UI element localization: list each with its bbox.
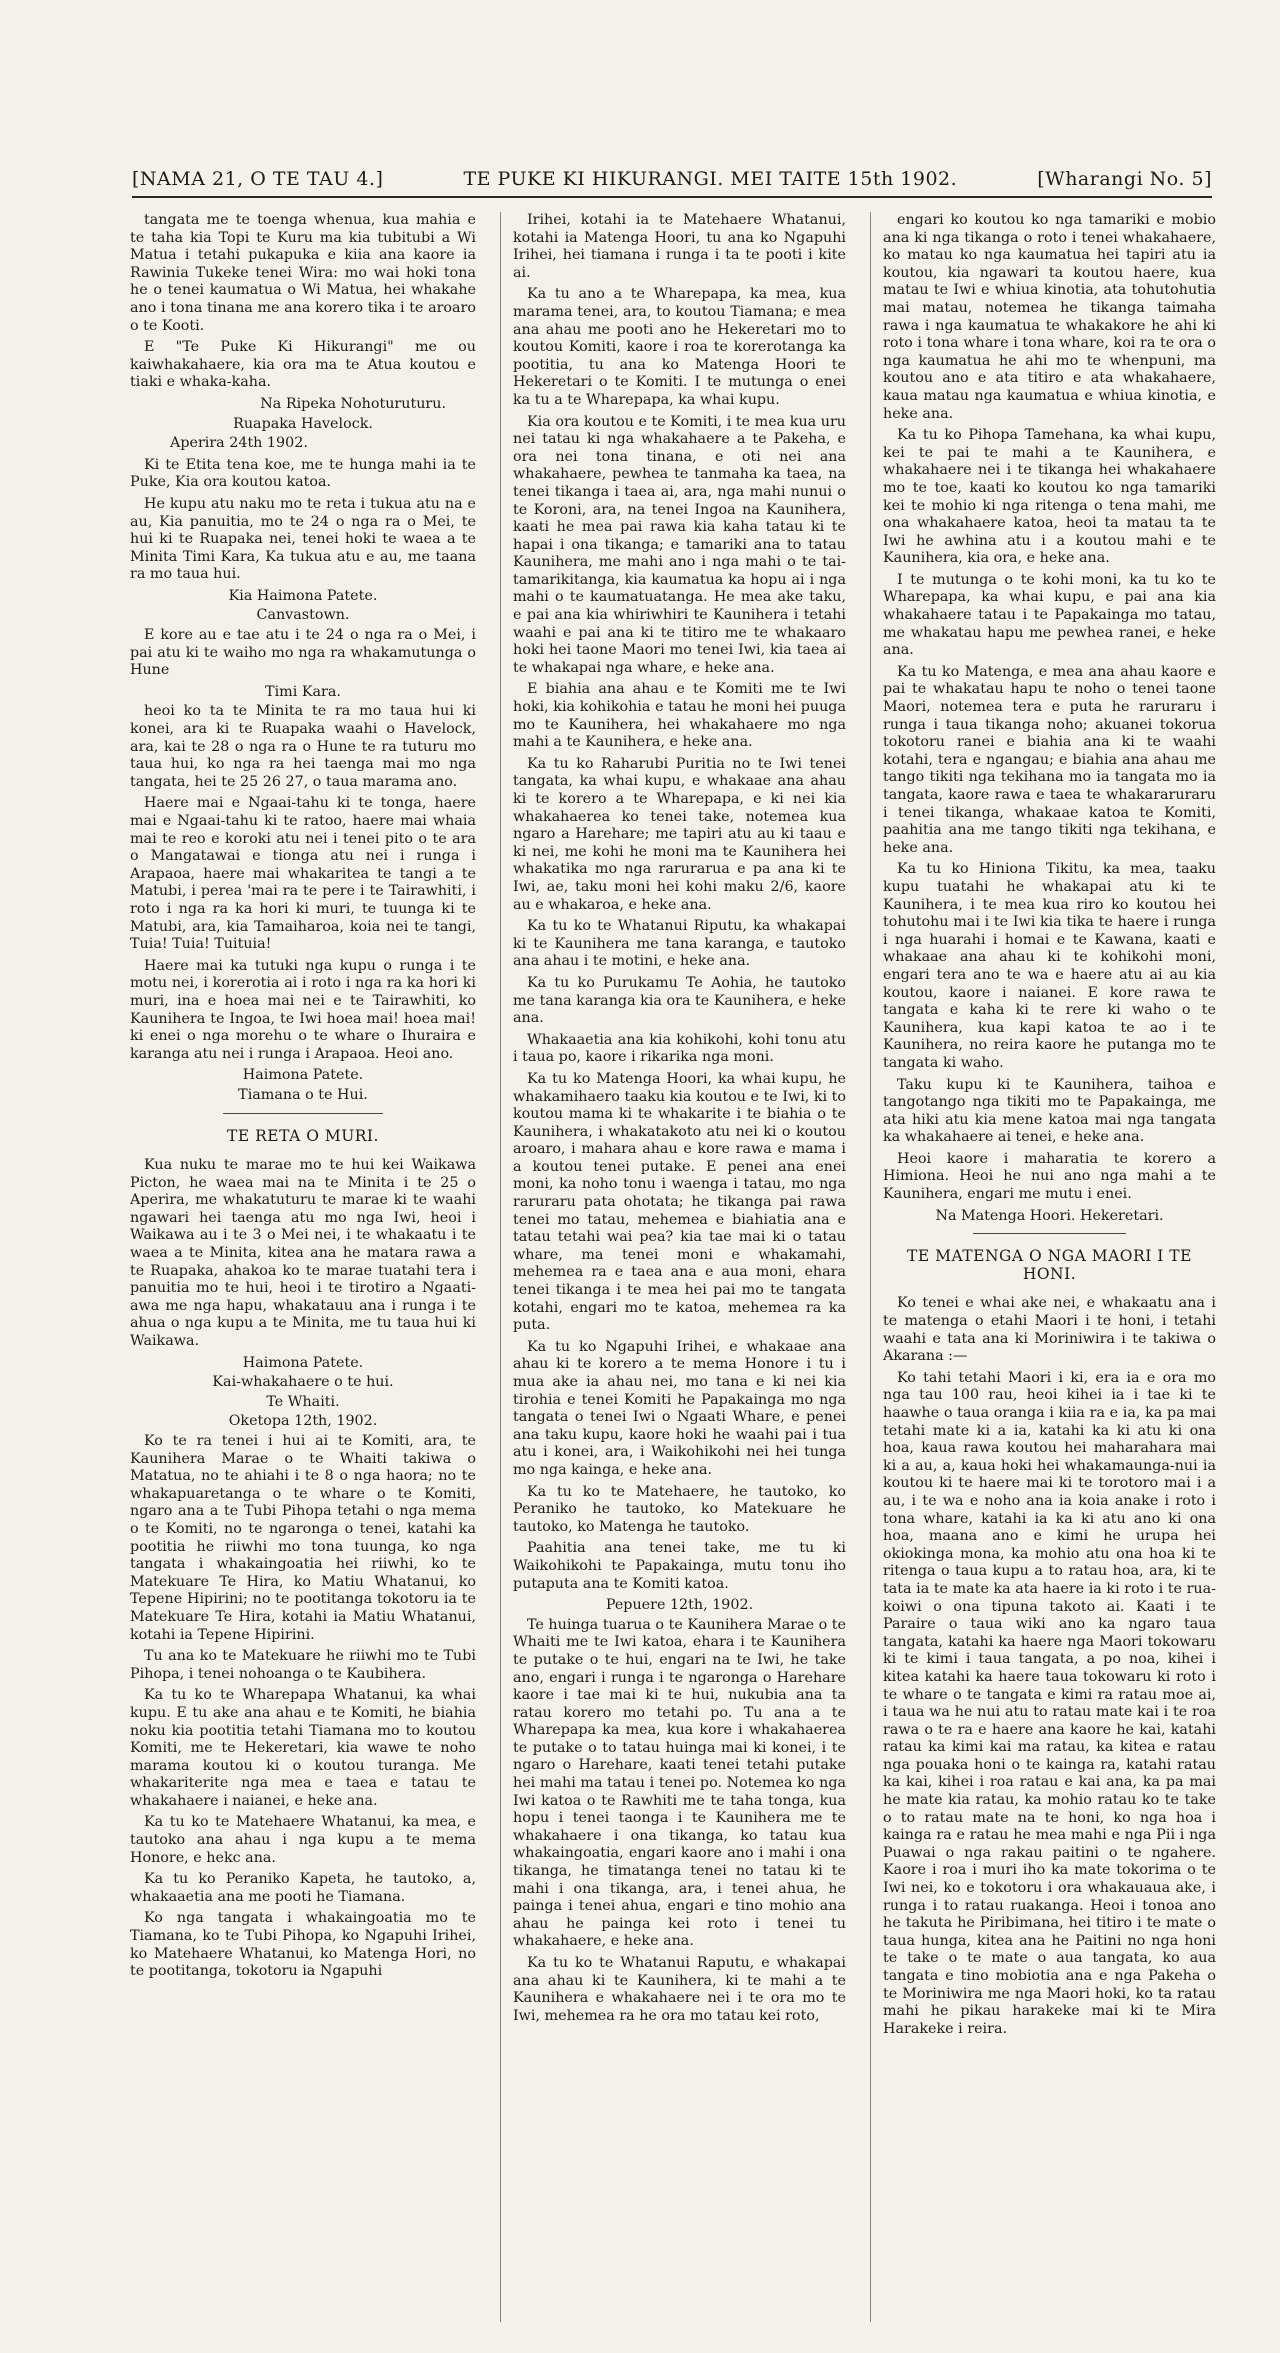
- paragraph: Kua nuku te marae mo te hui kei Waikawa Picton, he waea mai na te Minita i te 25 o Aperira, me whakatuturu te marae ki te waahi ngawari hei taenga atu mo nga Iwi, heoi i Waikawa au i te 3 o Mei nei, i te whakaatu i te waea a te Minita, kitea ana he matara rawa a te Ruapaka, ahakoa ko te marae tuatahi tera i panuitia mo te hui, heoi i te tirotiro a Ngaati-awa me nga hapu, whakatauu ana i runga i te ahua o nga kupu a te Minita, me tu taua hui ki Waikawa.: [130, 1157, 476, 1350]
- page-header: [132, 168, 1212, 198]
- paragraph: Tu ana ko te Matekuare he riiwhi mo te Tubi Pihopa, i tenei nohoanga o te Kaubihera.: [130, 1648, 476, 1682]
- place-line: Canvastown.: [256, 607, 350, 624]
- divider: [973, 1233, 1126, 1234]
- paragraph: Ka tu ko Ngapuhi Irihei, e whakaae ana ahau ki te korero a te mema Honore i tu i mua ake ia ahau nei, mo tana e ki nei kia tirohia e tenei Komiti he Papakainga mo nga tangata o tenei Iwi o Ngaati Whare, e penei ana taku kupu, kaore hoki he waahi pai i tua atu i konei, ara, i Waikohikohi nei hei tunga mo nga kainga, e heke ana.: [513, 1338, 846, 1478]
- paragraph: I te mutunga o te kohi moni, ka tu ko te Wharepapa, ka whai kupu, e pai ana kia whakahaere tatau i te Papakainga mo tatau, me whakatau hapu me pewhea ranei, e heke ana.: [883, 571, 1216, 659]
- paragraph: E biahia ana ahau e te Komiti me te Iwi hoki, kia kohikohia e tatau he moni hei puuga mo te Kaunihera, hei whakahaere mo nga mahi a te Kaunihera, e heke ana.: [513, 681, 846, 751]
- paragraph: tangata me te toenga whenua, kua mahia e te taha kia Topi te Kuru ma kia tubitubi a Wi Matua i tetahi pukapuka e kiia ana kaore ia Rawinia Tukeke tenei Wira: mo wai hoki tona he o tenei kaumatua o Wi Matua, hei whakahe ano i tona tinana me ana korero tika i te aroaro o te Kooti.: [130, 212, 476, 334]
- paragraph: Ka tu ko Raharubi Puritia no te Iwi tenei tangata, ka whai kupu, e whakaae ana ahau ki te korero a te Wharepapa, e ki nei kia whakahaerea ko tenei take, notemea kua ngaro a Harehare; me tapiri atu au ki taau e ki nei, me kohi he moni ma te Kaunihera hei whakatika mo nga rarurarua e pa ana ki te Iwi, ae, taku moni hei kohi maku 2/6, kaore au e whakaroa, e heke ana.: [513, 755, 846, 913]
- place-line: Ruapaka Havelock.: [233, 415, 373, 432]
- paragraph: Ko te ra tenei i hui ai te Komiti, ara, te Kaunihera Marae o te Whaiti takiwa o Matatua, no te ahiahi i te 8 o nga haora; no te whakapuaretanga o te whare o te Komiti, ngaro ana a te Tubi Pihopa tetahi o nga mema o te Komiti, no te ngaronga o tenei, katahi ka pootitia he riiwhi mo tona tuunga, ko nga tangata i whakaingoatia hei riiwhi, ko te Matekuare Te Hira, ko Matiu Whatanui, ko Tepene Hipirini; no te pootitanga tokotoru ia te Matekuare Te Hira, kotahi ia Matiu Whatanui, kotahi ia Tepene Hipirini.: [130, 1433, 476, 1643]
- text-columns: [130, 212, 1216, 2322]
- section-title: TE RETA O MURI.: [227, 1126, 379, 1145]
- divider: [223, 1113, 382, 1114]
- paragraph: heoi ko ta te Minita te ra mo taua hui ki konei, ara ki te Ruapaka waahi o Havelock, ara, kai te 28 o nga ra o Hune te ra tuturu mo taua hui, ko nga ra hei taenga mai mo nga tangata, hei te 25 26 27, o taua marama ano.: [130, 703, 476, 790]
- column-2: [500, 212, 846, 2322]
- paragraph: E "Te Puke Ki Hikurangi" me ou kaiwhakahaere, kia ora ma te Atua koutou e tiaki e whaka-kaha.: [130, 339, 476, 391]
- signature: Haimona Patete.: [242, 1067, 364, 1084]
- date-line: Aperira 24th 1902.: [170, 435, 308, 452]
- paragraph: Ka tu ko Pihopa Tamehana, ka whai kupu, kei te pai te mahi a te Kaunihera, e whakahaere nei i te tikanga hei whakahaere mo te toe, kaati ko koutou ko nga tamariki kei te mohio ki nga ritenga o tena mahi, me ona whakahaere katoa, heoi ta matau ta te Iwi he awhina atu i a koutou mahi e te Kaunihera, kia ora, e heke ana.: [883, 427, 1216, 567]
- paragraph: Ka tu ano a te Wharepapa, ka mea, kua marama tenei, ara, to koutou Tiamana; e mea ana ahau me pooti ano he Hekeretari mo to koutou Komiti, kaore i roa te korerotanga ka pootitia, tu ana ko Matenga Hoori te Hekeretari o te Komiti. I te mutunga o enei ka tu a te Wharepapa, ka whai kupu.: [513, 286, 846, 408]
- paragraph: Ka tu ko te Whatanui Riputu, ka whakapai ki te Kaunihera me tana karanga, e tautoko ana ahau i te motini, e heke ana.: [513, 918, 846, 970]
- paragraph: Haere mai e Ngaai-tahu ki te tonga, haere mai e Ngaai-tahu ki te ratoo, haere mai whaia mai te reo e koroki atu nei i tenei pito o te ara o Mangatawai e tionga atu nei i runga i Arapaoa, haere mai whakaritea te tangi a te Matubi, i perea 'mai ra te pere i te Tairawhiti, i roto i nga ra ka hori ki muri, te tuunga ki te Matubi, ara, kia Tamaiharoa, koia nei te tangi, Tuia! Tuia! Tuituia!: [130, 795, 476, 953]
- paragraph: Ka tu ko te Matehaere Whatanui, ka mea, e tautoko ana ahau i nga kupu a te mema Honore, e hekc ana.: [130, 1814, 476, 1866]
- paragraph: Ka tu ko Purukamu Te Aohia, he tautoko me tana karanga kia ora te Kaunihera, e heke ana.: [513, 974, 846, 1027]
- paragraph: Te huinga tuarua o te Kaunihera Marae o te Whaiti me te Iwi katoa, ehara i te Kaunihera te putake o te hui, engari na te Iwi, he take ano, engari i runga i te ngaronga o Harehare kaore i tae mai ki te hui, nukubia ana ta ratau korero mo tetahi po. Tu ana a te Wharepapa ka mea, kua kore i whakahaerea te putake o to tatau huinga mai ki konei, i te ngaro o Harehare, kaati tenei tetahi putake hei mahi ma tatau i tenei po. Notemea ko nga Iwi katoa o te Rawhiti me te taha tonga, kua hopu i tenei taonga i te Kaunihera me te whakahaere i ona tikanga, ko tatau kua whakaingoatia, engari kaore ano i mahi i ona tikanga, he timatanga tenei no tatau ki te mahi i ona tikanga, ara, i tenei ahua, he painga i tenei ahua, engari e tino mohio ana ahau he painga kei roto i tenei tu whakahaere, e heke ana.: [513, 1616, 846, 1950]
- paragraph: Ki te Etita tena koe, me te hunga mahi ia te Puke, Kia ora koutou katoa.: [130, 456, 476, 491]
- paragraph: Ka tu ko te Whatanui Raputu, e whakapai ana ahau ki te Kaunihera, ki te mahi a te Kaunihera e whakahaere nei i te ora mo te Iwi, mehemea ra he ora mo tatau kei roto,: [513, 1955, 846, 2024]
- date-line: Pepuere 12th, 1902.: [605, 1597, 754, 1614]
- date-line: Oketopa 12th, 1902.: [228, 1413, 378, 1430]
- signature: Timi Kara.: [265, 683, 341, 700]
- paragraph: Haere mai ka tutuki nga kupu o runga i te motu nei, i korerotia ai i roto i nga ra ka hori ki muri, ina e hoea mai nei e te Tairawhiti, ko Kaunihera te Ingoa, te Iwi hoea mai! hoea mai! ki enei o nga morehu o te whare o Ihuraira e karanga atu nei i runga i Arapaoa. Heoi ano.: [130, 957, 476, 1062]
- place-line: Te Whaiti.: [266, 1393, 340, 1410]
- paragraph: engari ko koutou ko nga tamariki e mobio ana ki nga tikanga o roto i tenei whakahaere, ko matau ko nga kaumatua hei tapiri atu ia koutou, kia ngawari ta koutou haere, kua matau te Iwi e whiua kinotia, ata tohutohutia mai matau, notemea he tikanga taimaha rawa i nga kaumatua te whakakore he ahi ki roto i tona whare i tona whare, koi ra te ora o nga kaumatua he ahi mo te whenpuni, ma koutou ano e ata titiro e ata whakahaere, kaua matau nga kaumatua e whiua kinotia, e heke ana.: [883, 212, 1216, 422]
- paragraph: Ka tu ko Matenga Hoori, ka whai kupu, he whakamihaero taaku kia koutou e te Iwi, ki to koutou mama ki te whakarite i te biahia o te Kaunihera, i whakatakoto atu nei ki o koutou aroaro, i mahara ahau e kore rawa e mama i a koutou tenei putake. E penei ana enei moni, ka noho tonu i waenga i tatau, mo nga raruraru pata ohotata; he tikanga pai rawa tenei mo tatau, mehemea e biahiatia ana e tatau tetahi wai pea? kia tae mai ki o tatau whare, ma tenei moni e whakamahi, mehemea ra e taea ana e aua moni, ehara tenei tikanga i te mea hei pai mo te tangata kotahi, engari mo te katoa, mehemea ra ka puta.: [513, 1070, 846, 1334]
- paragraph: Taku kupu ki te Kaunihera, taihoa e tangotango nga tikiti mo te Papakainga, me ata hiki atu kia mene katoa mai nga tangata ka whakahaere ai tenei, e heke ana.: [883, 1076, 1216, 1146]
- paragraph: Paahitia ana tenei take, me tu ki Waikohikohi te Papakainga, mutu tonu iho putaputa ana te Komiti katoa.: [513, 1540, 846, 1592]
- section-title: TE MATENGA O NGA MAORI I TE HONI.: [907, 1247, 1192, 1283]
- paragraph: Ka tu ko Matenga, e mea ana ahau kaore e pai te whakatau hapu te noho o tenei taone Maori, notemea tera e puta he raruraru i runga i taua tikanga noho; akuanei tokorua tokotoru ranei e biahia ana ki te waahi kotahi, tera e ngangau; e biahia ana ahau me tango tikiti nga tekihana mo ia tangata mo ia tangata, kaore rawa e taea te whakararuraru i tenei tikanga, whakaae katoa te Komiti, paahitia ana me tango tikiti nga tekihana, e heke ana.: [883, 663, 1216, 856]
- paragraph: Ko tahi tetahi Maori i ki, era ia e ora mo nga tau 100 rau, heoi kihei ia i tae ki te haawhe o taua oranga i kiia ra e ia, ka pa mai tetahi mate ki a ia, katahi ka ki atu ki ona hoa, kaua rawa koutou hei maharahara mai ki a au, a, kaua hoki hei whakamaunga-nui ia koutou ki te haere mai ki te torotoro mai i a au, i te wa e noho ana ia koia anake i roto i tona whare, katahi ia ka ki atu ano ki ona hoa, maana ano e kimi he urupa hei okiokinga mona, ka mohio atu ona hoa ki te ritenga o taua kupu a to ratau hoa, ara, ki te tata ia te mate ka ata haere ia ki roto i te rua-koiwi o ona tipuna takoto ai. Kaati i te Paraire o taua wiki ano ka ngaro taua tangata, katahi ka haere nga Maori tokowaru ki te kimi i taua tangata, a po noa, kihei i kitea katahi ka haere taua tokowaru ki roto i te whare o te tangata e kimi ra ratau moe ai, i taua wa he nui atu to ratau mate kai i te roa rawa o te ra e haere ana kaore he kai, katahi ratau ka kimi kai ma ratau, ka kitea e ratau nga pouaka honi o te kainga ra, katahi ratau ka kai, kihei i roa ratau e kai ana, ka pa mai he mate kia ratau, ka mohio ratau ko te take o to ratau mate na te honi, ko nga hoa i kainga ra e ratau he mea mahi e nga Pii i nga Puawai o nga rakau paitini o te ngahere. Kaore i roa i muri iho ka mate tokorima o te Iwi nei, ko e tokotoru i ora whakauaua ake, i runga i to ratau ruakanga. Heoi i tonoa ano he takuta he Piribimana, hei titiro i te mate o taua hunga, kitea ana he Paitini no nga honi te take o te mate o aua tangata, ko aua tangata e tino mobiotia ana e nga Pakeha o te Moriniwira me nga Maori hoki, ko ta ratau mahi he pikau harakeke mai ki te Mira Harakeke i reira.: [883, 1369, 1216, 2037]
- paragraph: Irihei, kotahi ia te Matehaere Whatanui, kotahi ia Matenga Hoori, tu ana ko Ngapuhi Irihei, hei tiamana i runga i ta te pooti i kite ai.: [513, 212, 846, 281]
- signature: Na Matenga Hoori. Hekeretari.: [935, 1207, 1164, 1224]
- paragraph: Ka tu ko Hiniona Tikitu, ka mea, taaku kupu tuatahi he whakapai atu ki te Kaunihera, i te mea kua riro ko koutou hei tohutohu mai i te Iwi kia tika te haere i runga i nga huarahi i homai e te Kawana, kaati e whakaae ana ahau ki te kohikohi moni, engari tera ano te wa e haere atu ai au kia koutou, kaore i naianei. E kore rawa te tangata e kaha ki te rere ki waho o te Kaunihera, kua kapi katoa te ao i te Kaunihera, no reira kaore he putanga mo te tangata ki waho.: [883, 861, 1216, 1071]
- paragraph: Ka tu ko te Matehaere, he tautoko, ko Peraniko he tautoko, ko Matekuare he tautoko, ko Matenga he tautoko.: [513, 1483, 846, 1535]
- paragraph: Whakaaetia ana kia kohikohi, kohi tonu atu i taua po, kaore i rikarika nga moni.: [513, 1031, 846, 1066]
- paragraph: Ko tenei e whai ake nei, e whakaatu ana i te matenga o etahi Maori i te honi, i tetahi waahi e tata ana ki Moriniwira i te takiwa o Akarana :—: [883, 1295, 1216, 1365]
- signature: Kia Haimona Patete.: [228, 587, 378, 604]
- signature-role: Tiamana o te Hui.: [238, 1086, 368, 1103]
- signature: Haimona Patete.: [242, 1354, 364, 1371]
- paragraph: Ka tu ko te Wharepapa Whatanui, ka whai kupu. E tu ake ana ahau e te Komiti, he biahia noku kia pootitia tetahi Tiamana mo to koutou Komiti, me te Hekeretari, kia wawe te noho marama koutou ki o koutou turanga. Me whakariterite nga mea e taea e tatau te whakahaere i naianei, e heke ana.: [130, 1687, 476, 1809]
- masthead-date: TE PUKE KI HIKURANGI. MEI TAITE 15th 1902.: [463, 168, 958, 190]
- paragraph: Heoi kaore i maharatia te korero a Himiona. Heoi he nui ano nga mahi a te Kaunihera, engari me mutu i enei.: [883, 1150, 1216, 1203]
- paragraph: He kupu atu naku mo te reta i tukua atu na e au, Kia panuitia, mo te 24 o nga ra o Mei, te hui ki te Ruapaka nei, tenei hoki te waea a te Minita Timi Kara, Ka tukua atu e au, me taana ra mo taua hui.: [130, 495, 476, 583]
- signature-role: Kai-whakahaere o te hui.: [212, 1374, 394, 1391]
- column-1: [130, 212, 476, 2322]
- paragraph: E kore au e tae atu i te 24 o nga ra o Mei, i pai atu ki te waiho mo nga ra whakamutunga o Hune: [130, 627, 476, 679]
- issue-number: [NAMA 21, O TE TAU 4.]: [132, 168, 384, 190]
- page-number: [Wharangi No. 5]: [1037, 168, 1212, 190]
- paragraph: Ka tu ko Peraniko Kapeta, he tautoko, a, whakaaetia ana me pooti he Tiamana.: [130, 1871, 476, 1905]
- paragraph: Ko nga tangata i whakaingoatia mo te Tiamana, ko te Tubi Pihopa, ko Ngapuhi Irihei, ko Matehaere Whatanui, ko Matenga Hori, no te pootitanga, tokotoru ia Ngapuhi: [130, 1910, 476, 1980]
- paragraph: Kia ora koutou e te Komiti, i te mea kua uru nei tatau ki nga whakahaere a te Pakeha, e ora nei tona tinana, e oti nei ana whakahaere, pewhea te tanmaha ka taea, na tenei tikanga i taea ai, ara, nga mahi nunui o te Koroni, ara, na tenei Ingoa na Kaunihera, kaati he mea pai rawa kia kaha tatau ki te hapai i ona tikanga; e tamariki ana to tatau Kaunihera, me mahi ano i nga mahi o te tai-tamarikitanga, kia kaumatua ka hopu ai i nga mahi o te kaumatuatanga. He mea ake taku, e pai ana kia whiriwhiri te Kaunihera i tetahi waahi e pai ana ki te titiro me te whakaaro hoki hei taone Maori mo tenei Iwi, kia taea ai te whakapai nga whare, e heke ana.: [513, 413, 846, 676]
- column-3: [870, 212, 1216, 2322]
- signature: Na Ripeka Nohoturuturu.: [260, 395, 446, 412]
